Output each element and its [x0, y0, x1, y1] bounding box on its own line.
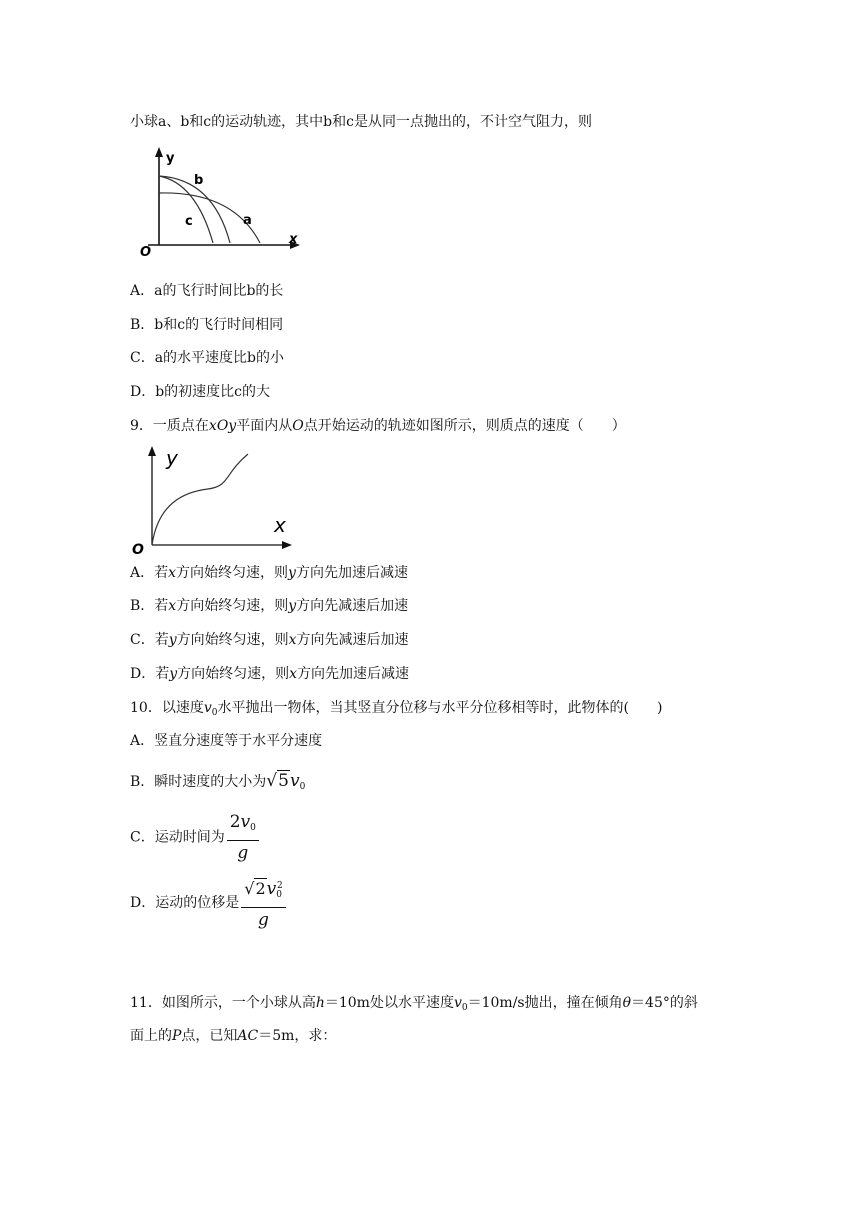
q10-option-c: C．运动时间为 $\frac{2v_0}{g}$ — [130, 812, 259, 863]
q9-stem: 9．一质点在xOy平面内从O点开始运动的轨迹如图所示，则质点的速度（ ） — [130, 418, 626, 434]
q10-option-d: D．运动的位移是 $\frac{√2v_0^2}{g}$ — [130, 876, 286, 930]
fraction: $\frac{√2v_0^2}{g}$ — [241, 876, 285, 930]
q11-line1: 11．如图所示，一个小球从高h＝10m处以水平速度$v_0=10m/s$抛出，撞在倾角θ＝45°的斜 — [130, 995, 698, 1013]
q9-figure — [128, 444, 300, 556]
q8-stem: 小球a、b和c的运动轨迹，其中b和c是从同一点抛出的，不计空气阻力，则 — [130, 114, 592, 130]
q8-x-label: x — [289, 232, 298, 247]
sqrt-expression: √5 — [266, 771, 289, 791]
q8-option-d: D．b的初速度比c的大 — [130, 384, 271, 400]
q8-label-b: b — [194, 173, 204, 188]
q9-x-label: x — [274, 513, 286, 537]
q9-x-arrow — [282, 541, 292, 549]
q8-figure — [138, 145, 308, 257]
q9-y-arrow — [148, 446, 156, 456]
q9-y-label: y — [166, 446, 178, 470]
q10-option-a: A．竖直分速度等于水平分速度 — [130, 733, 323, 749]
q11-line2: 面上的P点，已知AC＝5m，求： — [130, 1028, 337, 1044]
q9-option-b: B．若x方向始终匀速，则y方向先减速后加速 — [130, 598, 409, 614]
q8-option-b: B．b和c的飞行时间相同 — [130, 317, 284, 333]
q8-option-a: A．a的飞行时间比b的长 — [130, 283, 284, 299]
q9-option-a: A．若x方向始终匀速，则y方向先加速后减速 — [130, 565, 408, 581]
q9-option-d: D．若y方向始终匀速，则x方向先加速后减速 — [130, 666, 410, 682]
q9-origin-label: O — [132, 542, 144, 556]
q8-label-c: c — [185, 214, 193, 229]
q8-option-c: C．a的水平速度比b的小 — [130, 350, 285, 366]
q10-option-b: B．瞬时速度的大小为$√5v_0$ — [130, 768, 305, 800]
fraction: $\frac{2v_0}{g}$ — [227, 812, 259, 863]
q8-y-label: y — [166, 151, 175, 166]
q8-y-arrow — [155, 147, 163, 157]
q8-origin-label: O — [140, 245, 152, 257]
q8-label-a: a — [243, 213, 252, 228]
q8-curve-c — [159, 176, 213, 243]
q9-option-c: C．若y方向始终匀速，则x方向先减速后加速 — [130, 632, 409, 648]
q10-stem: 10．以速度$v_0$水平抛出一物体，当其竖直分位移与水平分位移相等时，此物体的( ) — [130, 700, 663, 718]
